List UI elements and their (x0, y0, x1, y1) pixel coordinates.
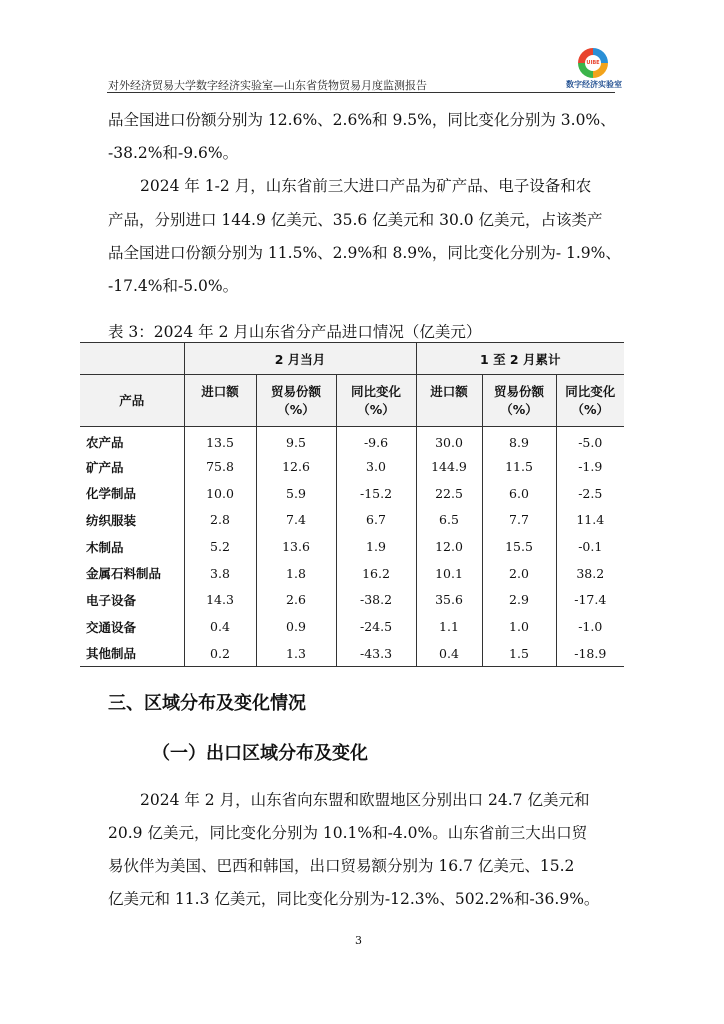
cell-ytd-yoy: -0.1 (556, 533, 624, 560)
paragraph-line: -17.4%和-5.0%。 (108, 277, 239, 295)
row-product-name: 木制品 (86, 539, 124, 555)
header-title: 对外经济贸易大学数字经济实验室—山东省货物贸易月度监测报告 (108, 79, 427, 92)
col-header-unit: （%） (277, 401, 315, 417)
cell-ytd-yoy: -18.9 (556, 640, 624, 667)
table-row (80, 453, 624, 480)
cell-feb-yoy: -9.6 (336, 427, 416, 454)
col-header-ytd-import: 进口额 (416, 375, 482, 427)
cell-ytd-import: 30.0 (416, 427, 482, 454)
cell-feb-import: 3.8 (184, 560, 256, 587)
table-row (80, 613, 624, 640)
cell-feb-import: 75.8 (184, 453, 256, 480)
col-header-label: 贸易份额 (270, 383, 321, 399)
cell-ytd-share: 2.9 (482, 587, 556, 614)
cell-feb-import: 2.8 (184, 507, 256, 534)
cell-feb-yoy: -24.5 (336, 613, 416, 640)
row-product-name: 其他制品 (80, 640, 184, 667)
cell-feb-yoy: -43.3 (336, 640, 416, 667)
row-product-name: 交通设备 (86, 619, 137, 635)
cell-feb-import: 13.5 (184, 427, 256, 454)
cell-ytd-share: 2.0 (482, 560, 556, 587)
page-number: 3 (355, 934, 362, 947)
cell-feb-yoy: 16.2 (336, 560, 416, 587)
paragraph-line: 品全国进口份额分别为 12.6%、2.6%和 9.5%，同比变化分别为 3.0%、 (108, 111, 616, 129)
table-corner (80, 343, 184, 375)
table-row (80, 533, 624, 560)
cell-ytd-share: 7.7 (482, 507, 556, 534)
row-product-name: 农产品 (86, 435, 124, 451)
subsection-heading: （一）出口区域分布及变化 (152, 743, 368, 764)
table-row (80, 480, 624, 507)
cell-feb-import: 0.2 (184, 640, 256, 667)
cell-feb-yoy: -38.2 (336, 587, 416, 614)
cell-feb-import: 14.3 (184, 587, 256, 614)
paragraph-line: 产品，分别进口 144.9 亿美元、35.6 亿美元和 30.0 亿美元，占该类产 (108, 211, 603, 229)
group-header-ytd: 1 至 2 月累计 (416, 343, 624, 375)
paragraph-line: 20.9 亿美元，同比变化分别为 10.1%和-4.0%。山东省前三大出口贸 (108, 824, 588, 842)
cell-feb-share: 2.6 (256, 587, 336, 614)
cell-ytd-yoy: -2.5 (556, 480, 624, 507)
col-header-unit: （%） (357, 401, 395, 417)
cell-ytd-import: 144.9 (416, 453, 482, 480)
import-table (80, 342, 624, 667)
cell-ytd-yoy: -1.9 (556, 453, 624, 480)
row-product-name: 电子设备 (86, 592, 137, 608)
cell-feb-yoy: 6.7 (336, 507, 416, 534)
table-row (80, 560, 624, 587)
row-product-name: 化学制品 (86, 486, 137, 502)
table-caption: 表 3：2024 年 2 月山东省分产品进口情况（亿美元） (108, 323, 482, 341)
cell-feb-share: 0.9 (256, 613, 336, 640)
cell-ytd-import: 6.5 (416, 507, 482, 534)
row-product-name: 金属石料制品 (86, 566, 162, 582)
cell-feb-yoy: 3.0 (336, 453, 416, 480)
col-header-label: 贸易份额 (493, 383, 544, 399)
cell-ytd-share: 11.5 (482, 453, 556, 480)
row-product-name: 纺织服装 (86, 512, 137, 528)
cell-ytd-import: 0.4 (416, 640, 482, 667)
paragraph-line: 易伙伴为美国、巴西和韩国，出口贸易额分别为 16.7 亿美元、15.2 (108, 857, 575, 875)
cell-feb-import: 10.0 (184, 480, 256, 507)
paragraph-line: 2024 年 2 月，山东省向东盟和欧盟地区分别出口 24.7 亿美元和 (140, 791, 590, 809)
cell-ytd-yoy: 11.4 (556, 507, 624, 534)
cell-ytd-yoy: 38.2 (556, 560, 624, 587)
col-header-unit: （%） (571, 401, 610, 417)
header-rule (107, 92, 615, 93)
row-product-name: 矿产品 (86, 459, 124, 475)
col-header-label: 同比变化 (565, 383, 616, 399)
col-header-unit: （%） (500, 401, 538, 417)
col-header-label: 同比变化 (350, 383, 401, 399)
paragraph-line: 品全国进口份额分别为 11.5%、2.9%和 8.9%，同比变化分别为- 1.9%、 (108, 244, 621, 262)
cell-feb-import: 0.4 (184, 613, 256, 640)
paragraph-line: 2024 年 1-2 月，山东省前三大进口产品为矿产品、电子设备和农 (140, 177, 592, 195)
paragraph-line: -38.2%和-9.6%。 (108, 144, 239, 162)
cell-feb-yoy: 1.9 (336, 533, 416, 560)
col-header-feb-share (256, 375, 336, 427)
cell-feb-share: 13.6 (256, 533, 336, 560)
cell-ytd-share: 6.0 (482, 480, 556, 507)
cell-feb-share: 1.8 (256, 560, 336, 587)
cell-feb-import: 5.2 (184, 533, 256, 560)
cell-feb-share: 9.5 (256, 427, 336, 454)
cell-ytd-import: 1.1 (416, 613, 482, 640)
table-row (80, 427, 624, 454)
cell-feb-share: 5.9 (256, 480, 336, 507)
cell-ytd-yoy: -1.0 (556, 613, 624, 640)
table-row (80, 587, 624, 614)
cell-ytd-import: 12.0 (416, 533, 482, 560)
col-header-ytd-yoy (556, 375, 624, 427)
paragraph-line: 亿美元和 11.3 亿美元，同比变化分别为-12.3%、502.2%和-36.9%。 (108, 890, 600, 908)
cell-ytd-share: 1.0 (482, 613, 556, 640)
cell-ytd-import: 10.1 (416, 560, 482, 587)
cell-ytd-share: 8.9 (482, 427, 556, 454)
col-header-ytd-share (482, 375, 556, 427)
cell-ytd-yoy: -17.4 (556, 587, 624, 614)
cell-ytd-share: 15.5 (482, 533, 556, 560)
col-header-product: 产品 (80, 375, 184, 427)
cell-feb-share: 1.3 (256, 640, 336, 667)
table-row (80, 507, 624, 534)
group-header-feb: 2 月当月 (184, 343, 416, 375)
cell-feb-yoy: -15.2 (336, 480, 416, 507)
cell-feb-share: 12.6 (256, 453, 336, 480)
logo-text: 数字经济实验室 (566, 80, 622, 89)
cell-ytd-import: 35.6 (416, 587, 482, 614)
cell-feb-share: 7.4 (256, 507, 336, 534)
section-heading: 三、区域分布及变化情况 (108, 693, 306, 714)
lab-logo (566, 48, 622, 92)
logo-mark: UIBE (585, 55, 601, 71)
cell-ytd-yoy: -5.0 (556, 427, 624, 454)
col-header-feb-yoy (336, 375, 416, 427)
cell-ytd-share: 1.5 (482, 640, 556, 667)
table-row (80, 640, 624, 667)
cell-ytd-import: 22.5 (416, 480, 482, 507)
col-header-feb-import: 进口额 (184, 375, 256, 427)
